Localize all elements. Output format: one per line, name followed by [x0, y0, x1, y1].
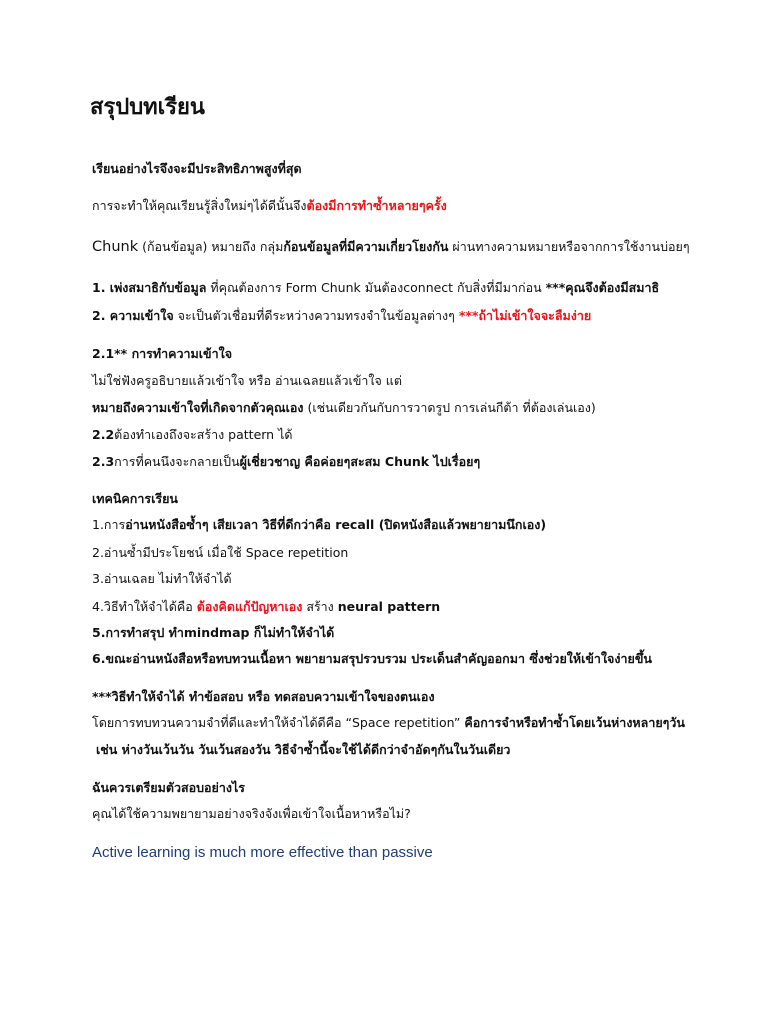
- item-1: [92, 279, 659, 297]
- section-2-2: [92, 426, 292, 444]
- section-2-1-text: (เช่นเดียวกันกับการวาดรูป การเล่นกีต้า ที่ต้องเล่นเอง): [303, 400, 596, 415]
- chunk-text-2: ผ่านทางความหมายหรือจากการใช้งานบ่อยๆ: [448, 239, 690, 254]
- technique-4: [92, 598, 440, 616]
- chunk-bold-text: ก้อนข้อมูลที่มีความเกี่ยวโยงกัน: [283, 239, 449, 254]
- section-2-3: [92, 453, 480, 471]
- technique-1: [92, 516, 546, 534]
- technique-2: 2.อ่านซ้ำมีประโยชน์ เมื่อใช้ Space repetition: [92, 545, 349, 560]
- technique-5: 5.การทำสรุป ทำmindmap ก็ไม่ทำให้จำได้: [92, 625, 335, 640]
- intro-line: [92, 197, 447, 215]
- item-2-warning: ***ถ้าไม่เข้าใจจะลืมง่าย: [458, 308, 592, 323]
- section-2-1-heading: 2.1** การทำความเข้าใจ: [92, 346, 233, 361]
- closing-statement: Active learning is much more effective than passive: [92, 844, 433, 861]
- technique-3: 3.อ่านเฉลย ไม่ทำให้จำได้: [92, 571, 232, 586]
- chunk-term: Chunk: [92, 239, 139, 255]
- section-2-2-text: ต้องทำเองถึงจะสร้าง pattern ได้: [114, 427, 293, 442]
- section-2-3-number: 2.3: [92, 454, 115, 469]
- exam-question: ฉันควรเตรียมตัวสอบอย่างไร: [92, 780, 245, 795]
- exam-prompt: คุณได้ใช้ความพยายามอย่างจริงจังเพื่อเข้าใจเนื้อหาหรือไม่?: [92, 806, 411, 821]
- memory-line-1-bold: คือการจำหรือทำซ้ำโดยเว้นห่างหลายๆวัน: [464, 715, 685, 730]
- page-title: สรุปบทเรียน: [90, 94, 205, 120]
- item-1-note: ***คุณจึงต้องมีสมาธิ: [545, 280, 660, 295]
- technique-4-bold: neural pattern: [337, 599, 441, 614]
- technique-4-prefix: 4.วิธีทำให้จำได้คือ: [92, 599, 197, 614]
- section-2-2-number: 2.2: [92, 427, 115, 442]
- memory-line-1: [92, 714, 685, 732]
- item-2-text: จะเป็นตัวเชื่อมที่ดีระหว่างความทรงจำในข้อมูลต่างๆ: [173, 308, 459, 323]
- technique-1-prefix: 1.การ: [92, 517, 126, 532]
- chunk-text-1: (ก้อนข้อมูล) หมายถึง กลุ่ม: [138, 239, 284, 254]
- item-2-title: 2. ความเข้าใจ: [92, 308, 174, 323]
- technique-1-bold: อ่านหนังสือซ้ำๆ เสียเวลา วิธีที่ดีกว่าคือ recall (ปิดหนังสือแล้วพยายามนึกเอง): [125, 517, 547, 532]
- chunk-definition: [92, 237, 690, 257]
- intro-text: การจะทำให้คุณเรียนรู้สิ่งใหม่ๆได้ดีนั้นจึง: [92, 198, 307, 213]
- techniques-heading: เทคนิคการเรียน: [92, 491, 178, 506]
- section-2-1-line-1: ไม่ใช่ฟังครูอธิบายแล้วเข้าใจ หรือ อ่านเฉลยแล้วเข้าใจ แต่: [92, 373, 402, 388]
- item-1-title: 1. เพ่งสมาธิกับข้อมูล: [92, 280, 207, 295]
- item-2: [92, 307, 591, 325]
- item-1-text: ที่คุณต้องการ Form Chunk มันต้องconnect กับสิ่งที่มีมาก่อน: [206, 280, 546, 295]
- section-2-1-line-2: [92, 399, 596, 417]
- section-2-1-bold: หมายถึงความเข้าใจที่เกิดจากตัวคุณเอง: [92, 400, 304, 415]
- section-2-3-text: การที่คนนึงจะกลายเป็น: [114, 454, 240, 469]
- memory-heading: ***วิธีทำให้จำได้ ทำข้อสอบ หรือ ทดสอบความเข้าใจของตนเอง: [92, 689, 435, 704]
- memory-line-2: เช่น ห่างวันเว้นวัน วันเว้นสองวัน วิธีจำซ้ำนี้จะใช้ได้ดีกว่าจำอัดๆกันในวันเดียว: [96, 742, 511, 757]
- memory-line-1-text: โดยการทบทวนความจำที่ดีและทำให้จำได้ดีคือ “Space repetition”: [92, 715, 465, 730]
- technique-4-highlight: ต้องคิดแก้ปัญหาเอง: [196, 599, 303, 614]
- heading-effective-learning: เรียนอย่างไรจึงจะมีประสิทธิภาพสูงที่สุด: [92, 161, 302, 176]
- section-2-3-bold: ผู้เชี่ยวชาญ คือค่อยๆสะสม Chunk ไปเรื่อยๆ: [239, 454, 481, 469]
- technique-4-mid: สร้าง: [302, 599, 338, 614]
- technique-6: 6.ขณะอ่านหนังสือหรือทบทวนเนื้อหา พยายามสรุปรวบรวม ประเด็นสำคัญออกมา ซึ่งช่วยให้เข้าใจง่ายขึ้น: [92, 651, 652, 666]
- intro-highlight: ต้องมีการทำซ้ำหลายๆครั้ง: [306, 198, 447, 213]
